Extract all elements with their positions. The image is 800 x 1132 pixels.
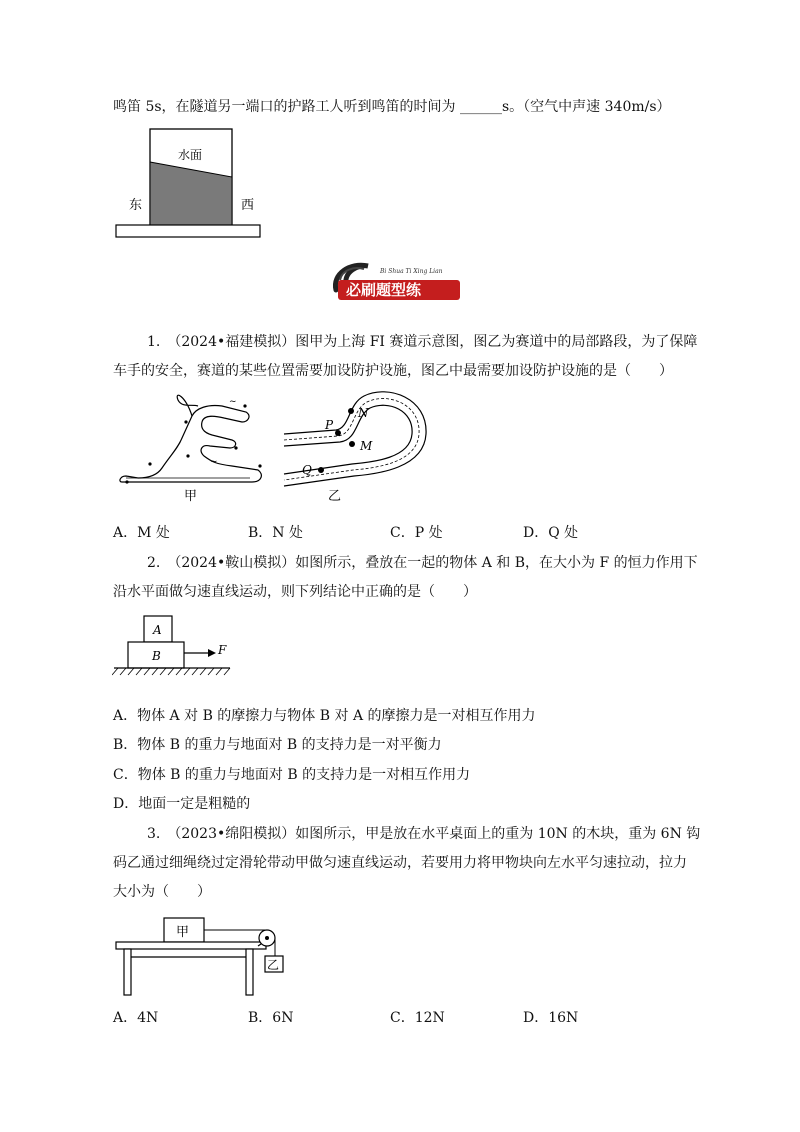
q3-option-b[interactable]: B．6N [248,1010,294,1026]
table-pulley-figure [112,910,292,1000]
figure-yi-label: 乙 [328,489,342,502]
q3-stem-line3: 大小为（ ） [113,884,211,900]
q1-option-c[interactable]: C．P 处 [390,525,443,541]
q1-stem-line2: 车手的安全，赛道的某些位置需要加设防护设施，图乙中最需要加设防护设施的是（ ） [113,363,673,379]
track-figure-jia [112,386,272,502]
point-q-label: Q [302,463,312,477]
block-b-label: B [152,649,161,663]
q2-stem-line1: 2. （2024•鞍山模拟）如图所示，叠放在一起的物体 A 和 B，在大小为 F 的恒力作用下 [147,555,698,571]
svg-text:~: ~ [229,397,237,407]
q3-stem-line2: 码乙通过细绳绕过定滑轮带动甲做匀速直线运动，若要用力将甲物块向左水平匀速拉动，拉力 [113,855,687,871]
q3-option-d[interactable]: D．16N [523,1010,579,1026]
point-m-label: M [360,439,373,453]
point-m-dot [349,441,355,447]
water-tank-figure [112,126,264,240]
figure-jia-label: 甲 [184,489,198,502]
q3-stem-line1: 3. （2023•绵阳模拟）如图所示，甲是放在水平桌面上的重为 10N 的木块，重为 6N 钩 [147,826,701,842]
q3-option-c[interactable]: C．12N [390,1010,445,1026]
block-jia-label: 甲 [176,925,190,940]
q2-option-b[interactable]: B．物体 B 的重力与地面对 B 的支持力是一对平衡力 [113,737,442,753]
banner-title: 必刷题型练 [346,281,422,299]
q3-option-a[interactable]: A．4N [113,1010,159,1026]
q2-option-c[interactable]: C．物体 B 的重力与地面对 B 的支持力是一对相互作用力 [113,767,471,783]
q1-option-a[interactable]: A．M 处 [113,525,170,541]
q1-stem-line1: 1. （2024•福建模拟）图甲为上海 FI 赛道示意图，图乙为赛道中的局部路段，为了保障 [147,334,698,350]
track-figure-yi [278,386,438,502]
q2-option-a[interactable]: A．物体 A 对 B 的摩擦力与物体 B 对 A 的摩擦力是一对相互作用力 [113,708,536,724]
point-p-label: P [325,418,334,432]
banner-subtitle: Bi Shua Ti Xing Lian [380,268,443,275]
east-label: 东 [129,198,143,213]
q1-option-b[interactable]: B．N 处 [248,525,303,541]
point-p-dot [335,430,341,436]
question-continuation-text: 鸣笛 5s，在隧道另一端口的护路工人听到鸣笛的时间为 ______s。（空气中声速 340m/s） [113,99,671,115]
q2-option-d[interactable]: D．地面一定是粗糙的 [113,796,251,812]
stacked-blocks-figure [112,610,242,678]
section-banner [328,260,466,304]
svg-text:~: ~ [210,457,218,467]
force-f-label: F [218,643,227,657]
point-n-label: N [358,406,369,420]
point-n-dot [348,408,354,414]
water-surface-label: 水面 [178,148,203,162]
q1-option-d[interactable]: D．Q 处 [523,525,579,541]
west-label: 西 [241,198,255,213]
point-q-dot [318,467,324,473]
weight-yi-label: 乙 [267,958,280,972]
block-a-label: A [153,623,162,637]
q2-stem-line2: 沿水平面做匀速直线运动，则下列结论中正确的是（ ） [113,584,477,600]
